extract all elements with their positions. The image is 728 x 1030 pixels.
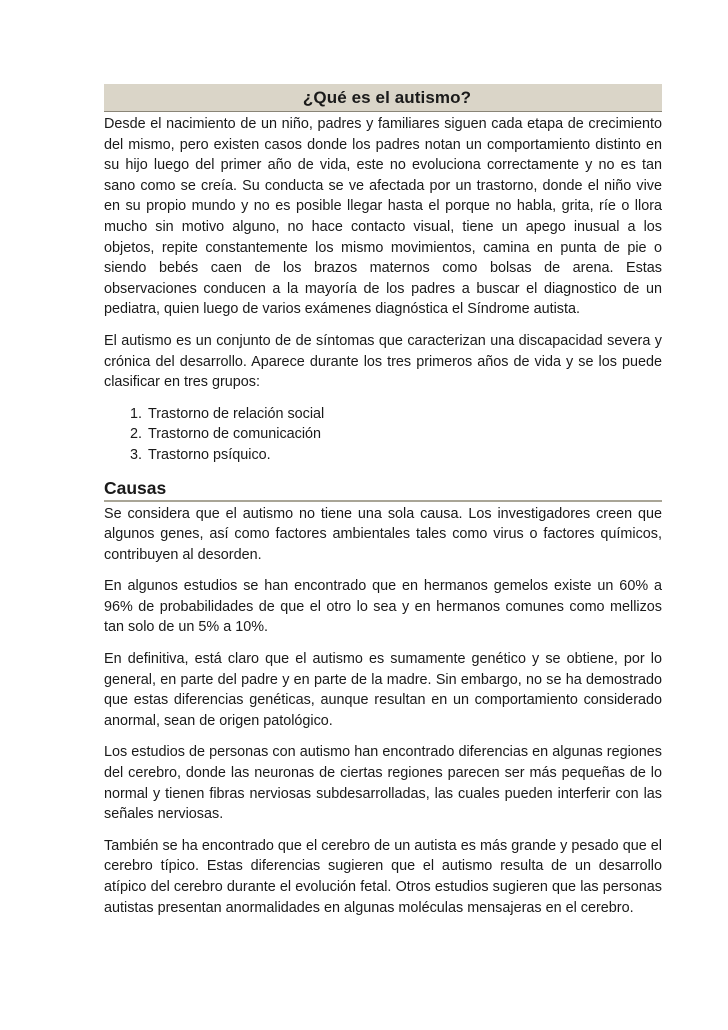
list-item: 3. Trastorno psíquico. — [146, 445, 662, 466]
page-title: ¿Qué es el autismo? — [302, 88, 472, 107]
title-band — [104, 84, 662, 112]
causes-paragraph-5: También se ha encontrado que el cerebro de un autista es más grande y pesado que el cerebro típico. Estas diferencias sugieren que el autismo resulta de un desarrollo atípico del cerebro durante el evolución fetal. Otros estudios sugieren que las personas autistas presentan anormalidades en algunas moléculas mensajeras en el cerebro. — [104, 837, 662, 916]
causes-heading: Causas — [104, 476, 662, 502]
intro-paragraph-1: Desde el nacimiento de un niño, padres y familiares siguen cada etapa de crecimiento del mismo, pero existen casos donde los padres notan un comportamiento distinto en su hijo luego del primer año de vida, este no evoluciona correctamente y no es tan sano como se creía. Su conducta se ve afectada por un trastorno, donde el niño vive en su propio mundo y no es posible llegar hasta el porque no habla, grita, ríe o llora mucho sin motivo alguno, no hace contacto visual, tiene un apego inusual a los objetos, repite constantemente los mismo movimientos, camina en punta de pie o siendo bebés caen de los brazos maternos como bolsas de arena. Estas observaciones conducen a la mayoría de los padres a buscar el diagnostico de un pediatra, quien luego de varios exámenes diagnóstica el Síndrome autista. — [104, 116, 662, 318]
list-item: 1. Trastorno de relación social — [146, 404, 662, 425]
groups-list — [104, 404, 662, 466]
causes-paragraph-1: Se considera que el autismo no tiene una sola causa. Los investigadores creen que algunos genes, así como factores ambientales tales como virus o factores químicos, contribuyen al desorden. — [104, 505, 662, 563]
list-item: 2. Trastorno de comunicación — [146, 424, 662, 445]
intro-paragraph-2: El autismo es un conjunto de de síntomas que caracterizan una discapacidad severa y crónica del desarrollo. Aparece durante los tres primeros años de vida y se los puede clasificar en tres grupos: — [104, 332, 662, 391]
document-page — [104, 84, 662, 929]
causes-paragraph-3: En definitiva, está claro que el autismo es sumamente genético y se obtiene, por lo general, en parte del padre y en parte de la madre. Sin embargo, no se ha demostrado que estas diferencias genéticas, aunque resultan en un comportamiento considerado anormal, sean de origen patológico. — [104, 651, 662, 729]
causes-paragraph-4: Los estudios de personas con autismo han encontrado diferencias en algunas regiones del cerebro, donde las neuronas de ciertas regiones parecen ser más pequeñas de lo normal y tienen fibras nerviosas subdesarrolladas, las cuales pueden interferir con las señales nerviosas. — [104, 744, 662, 823]
causes-paragraph-2: En algunos estudios se han encontrado que en hermanos gemelos existe un 60% a 96% de probabilidades de que el otro lo sea y en hermanos comunes como mellizos tan solo de un 5% a 10%. — [104, 578, 662, 636]
